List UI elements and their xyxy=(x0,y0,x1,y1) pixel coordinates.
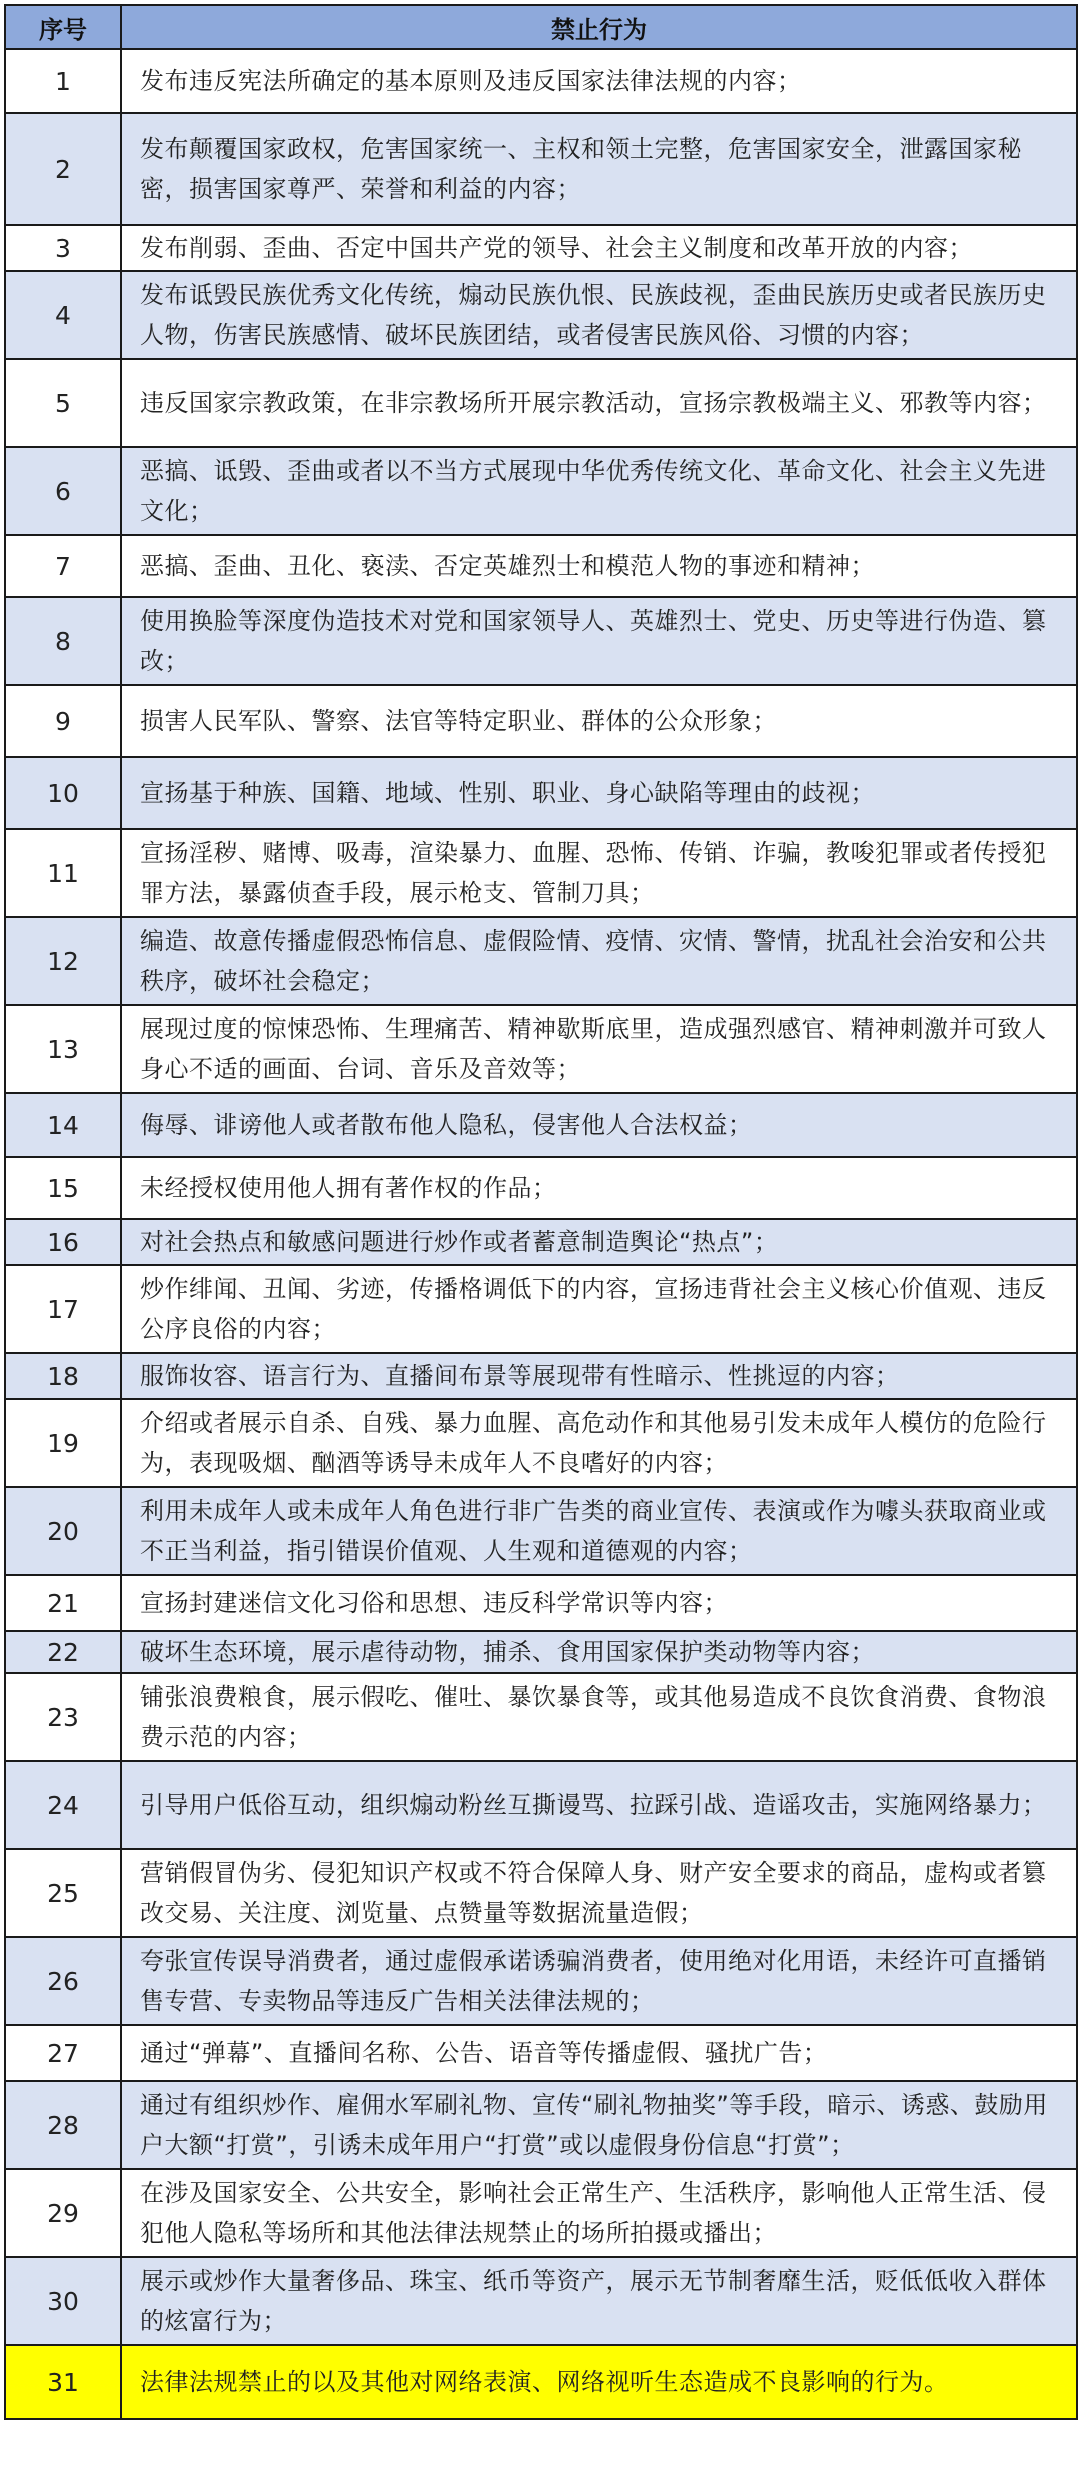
row-number-cell: 27 xyxy=(5,2025,121,2081)
table-header-row xyxy=(5,5,1077,49)
row-number-cell: 25 xyxy=(5,1849,121,1937)
row-number-cell: 21 xyxy=(5,1575,121,1631)
table-row xyxy=(5,2257,1077,2345)
row-number-cell: 9 xyxy=(5,685,121,757)
behavior-text-cell: 发布诋毁民族优秀文化传统，煽动民族仇恨、民族歧视，歪曲民族历史或者民族历史人物，伤害民族感情、破坏民族团结，或者侵害民族风俗、习惯的内容； xyxy=(121,271,1077,359)
table-row xyxy=(5,1399,1077,1487)
behavior-text-cell: 使用换脸等深度伪造技术对党和国家领导人、英雄烈士、党史、历史等进行伪造、篡改； xyxy=(121,597,1077,685)
row-number-cell: 8 xyxy=(5,597,121,685)
row-number-cell: 24 xyxy=(5,1761,121,1849)
row-number-cell: 17 xyxy=(5,1265,121,1353)
row-number-cell: 26 xyxy=(5,1937,121,2025)
row-number-cell: 3 xyxy=(5,225,121,271)
behavior-text-cell: 恶搞、诋毁、歪曲或者以不当方式展现中华优秀传统文化、革命文化、社会主义先进文化； xyxy=(121,447,1077,535)
table-row xyxy=(5,1487,1077,1575)
behavior-text-cell: 未经授权使用他人拥有著作权的作品； xyxy=(121,1157,1077,1219)
behavior-text-cell: 破坏生态环境，展示虐待动物，捕杀、食用国家保护类动物等内容； xyxy=(121,1631,1077,1673)
behavior-text-cell: 铺张浪费粮食，展示假吃、催吐、暴饮暴食等，或其他易造成不良饮食消费、食物浪费示范的内容； xyxy=(121,1673,1077,1761)
table-row xyxy=(5,49,1077,113)
row-number-cell: 19 xyxy=(5,1399,121,1487)
row-number-cell: 29 xyxy=(5,2169,121,2257)
table-row xyxy=(5,1631,1077,1673)
row-number-cell: 23 xyxy=(5,1673,121,1761)
table-row xyxy=(5,1673,1077,1761)
table-row xyxy=(5,1157,1077,1219)
behavior-text-cell: 炒作绯闻、丑闻、劣迹，传播格调低下的内容，宣扬违背社会主义核心价值观、违反公序良俗的内容； xyxy=(121,1265,1077,1353)
row-number-cell: 4 xyxy=(5,271,121,359)
table-row xyxy=(5,113,1077,225)
behavior-text-cell: 法律法规禁止的以及其他对网络表演、网络视听生态造成不良影响的行为。 xyxy=(121,2345,1077,2419)
behavior-text-cell: 损害人民军队、警察、法官等特定职业、群体的公众形象； xyxy=(121,685,1077,757)
row-number-cell: 15 xyxy=(5,1157,121,1219)
behavior-text-cell: 宣扬淫秽、赌博、吸毒，渲染暴力、血腥、恐怖、传销、诈骗，教唆犯罪或者传授犯罪方法，暴露侦查手段，展示枪支、管制刀具； xyxy=(121,829,1077,917)
row-number-cell: 28 xyxy=(5,2081,121,2169)
behavior-text-cell: 夸张宣传误导消费者，通过虚假承诺诱骗消费者，使用绝对化用语，未经许可直播销售专营、专卖物品等违反广告相关法律法规的； xyxy=(121,1937,1077,2025)
row-number-cell: 6 xyxy=(5,447,121,535)
table-row xyxy=(5,535,1077,597)
behavior-text-cell: 侮辱、诽谤他人或者散布他人隐私，侵害他人合法权益； xyxy=(121,1093,1077,1157)
behavior-text-cell: 通过“弹幕”、直播间名称、公告、语音等传播虚假、骚扰广告； xyxy=(121,2025,1077,2081)
table-row xyxy=(5,271,1077,359)
behavior-text-cell: 营销假冒伪劣、侵犯知识产权或不符合保障人身、财产安全要求的商品，虚构或者篡改交易、关注度、浏览量、点赞量等数据流量造假； xyxy=(121,1849,1077,1937)
table-row xyxy=(5,685,1077,757)
behavior-text-cell: 发布削弱、歪曲、否定中国共产党的领导、社会主义制度和改革开放的内容； xyxy=(121,225,1077,271)
table-row xyxy=(5,1219,1077,1265)
table-row xyxy=(5,2025,1077,2081)
behavior-text-cell: 违反国家宗教政策，在非宗教场所开展宗教活动，宣扬宗教极端主义、邪教等内容； xyxy=(121,359,1077,447)
table-row xyxy=(5,1761,1077,1849)
table-row xyxy=(5,1937,1077,2025)
prohibited-behaviors-table xyxy=(4,4,1078,2420)
table-row xyxy=(5,757,1077,829)
table-row xyxy=(5,1265,1077,1353)
row-number-cell: 2 xyxy=(5,113,121,225)
column-header-number: 序号 xyxy=(5,5,121,49)
behavior-text-cell: 在涉及国家安全、公共安全，影响社会正常生产、生活秩序，影响他人正常生活、侵犯他人隐私等场所和其他法律法规禁止的场所拍摄或播出； xyxy=(121,2169,1077,2257)
row-number-cell: 22 xyxy=(5,1631,121,1673)
table-row xyxy=(5,917,1077,1005)
table-row xyxy=(5,447,1077,535)
row-number-cell: 1 xyxy=(5,49,121,113)
behavior-text-cell: 展示或炒作大量奢侈品、珠宝、纸币等资产，展示无节制奢靡生活，贬低低收入群体的炫富行为； xyxy=(121,2257,1077,2345)
row-number-cell: 5 xyxy=(5,359,121,447)
row-number-cell: 31 xyxy=(5,2345,121,2419)
row-number-cell: 18 xyxy=(5,1353,121,1399)
behavior-text-cell: 服饰妆容、语言行为、直播间布景等展现带有性暗示、性挑逗的内容； xyxy=(121,1353,1077,1399)
column-header-behavior: 禁止行为 xyxy=(121,5,1077,49)
row-number-cell: 11 xyxy=(5,829,121,917)
table-row xyxy=(5,359,1077,447)
behavior-text-cell: 宣扬基于种族、国籍、地域、性别、职业、身心缺陷等理由的歧视； xyxy=(121,757,1077,829)
row-number-cell: 14 xyxy=(5,1093,121,1157)
behavior-text-cell: 恶搞、歪曲、丑化、亵渎、否定英雄烈士和模范人物的事迹和精神； xyxy=(121,535,1077,597)
row-number-cell: 7 xyxy=(5,535,121,597)
table-row xyxy=(5,2169,1077,2257)
row-number-cell: 20 xyxy=(5,1487,121,1575)
behavior-text-cell: 利用未成年人或未成年人角色进行非广告类的商业宣传、表演或作为噱头获取商业或不正当利益，指引错误价值观、人生观和道德观的内容； xyxy=(121,1487,1077,1575)
table-row xyxy=(5,1353,1077,1399)
table-row xyxy=(5,225,1077,271)
behavior-text-cell: 介绍或者展示自杀、自残、暴力血腥、高危动作和其他易引发未成年人模仿的危险行为，表现吸烟、酗酒等诱导未成年人不良嗜好的内容； xyxy=(121,1399,1077,1487)
table-row xyxy=(5,1005,1077,1093)
behavior-text-cell: 展现过度的惊悚恐怖、生理痛苦、精神歇斯底里，造成强烈感官、精神刺激并可致人身心不适的画面、台词、音乐及音效等； xyxy=(121,1005,1077,1093)
behavior-text-cell: 宣扬封建迷信文化习俗和思想、违反科学常识等内容； xyxy=(121,1575,1077,1631)
row-number-cell: 16 xyxy=(5,1219,121,1265)
behavior-text-cell: 通过有组织炒作、雇佣水军刷礼物、宣传“刷礼物抽奖”等手段，暗示、诱惑、鼓励用户大额“打赏”，引诱未成年用户“打赏”或以虚假身份信息“打赏”； xyxy=(121,2081,1077,2169)
row-number-cell: 12 xyxy=(5,917,121,1005)
table-row xyxy=(5,829,1077,917)
behavior-text-cell: 引导用户低俗互动，组织煽动粉丝互撕谩骂、拉踩引战、造谣攻击，实施网络暴力； xyxy=(121,1761,1077,1849)
behavior-text-cell: 对社会热点和敏感问题进行炒作或者蓄意制造舆论“热点”； xyxy=(121,1219,1077,1265)
behavior-text-cell: 发布违反宪法所确定的基本原则及违反国家法律法规的内容； xyxy=(121,49,1077,113)
table-row xyxy=(5,1093,1077,1157)
behavior-text-cell: 编造、故意传播虚假恐怖信息、虚假险情、疫情、灾情、警情，扰乱社会治安和公共秩序，破坏社会稳定； xyxy=(121,917,1077,1005)
table-row xyxy=(5,1575,1077,1631)
row-number-cell: 30 xyxy=(5,2257,121,2345)
table-row xyxy=(5,597,1077,685)
behavior-text-cell: 发布颠覆国家政权，危害国家统一、主权和领土完整，危害国家安全，泄露国家秘密，损害国家尊严、荣誉和利益的内容； xyxy=(121,113,1077,225)
table-row xyxy=(5,1849,1077,1937)
row-number-cell: 13 xyxy=(5,1005,121,1093)
table-row xyxy=(5,2345,1077,2419)
row-number-cell: 10 xyxy=(5,757,121,829)
table-row xyxy=(5,2081,1077,2169)
